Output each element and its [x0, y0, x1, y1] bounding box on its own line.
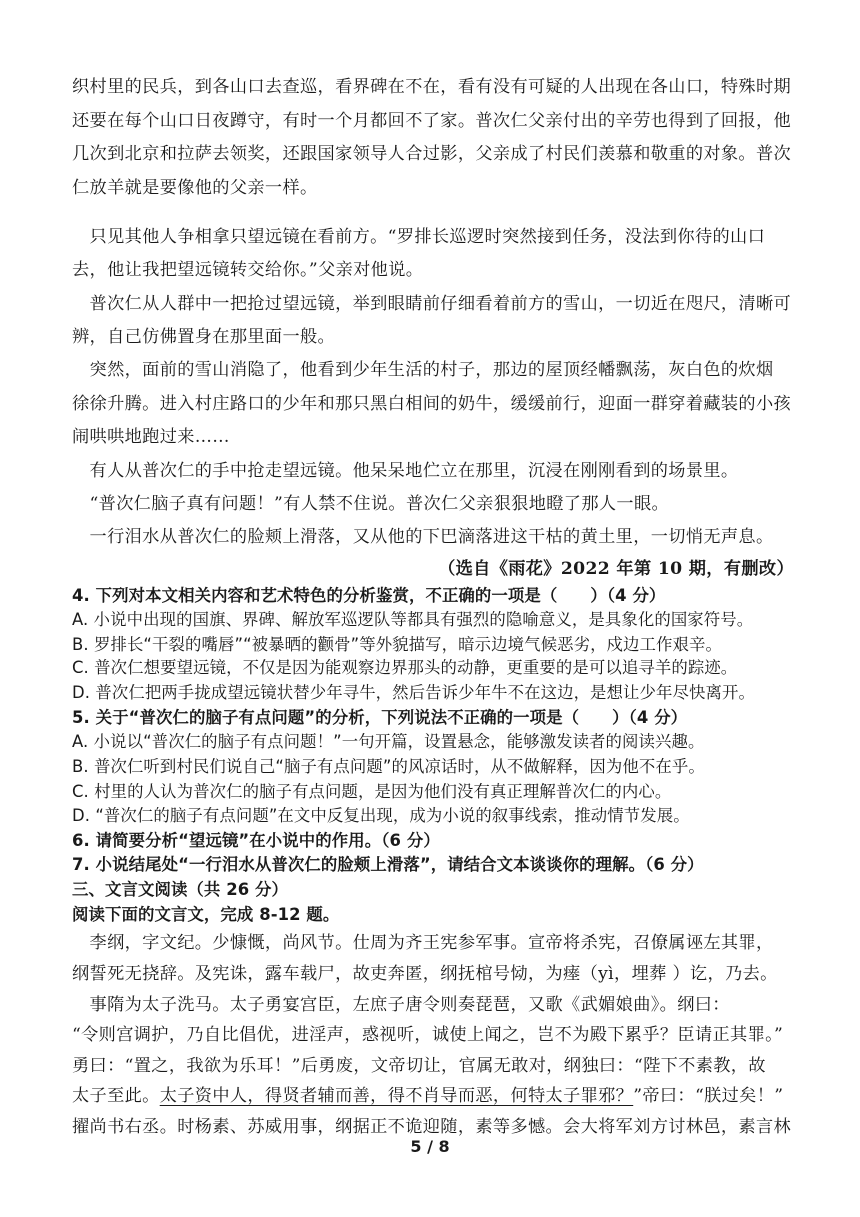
- plain-text: 太子至此。: [72, 1086, 160, 1106]
- classical-line: 勇曰：“置之，我欲为乐耳！”后勇废，文帝切让，官属无敢对，纲独曰：“陛下不素教，故: [72, 1056, 766, 1076]
- question-7: 7. 小说结尾处“一行泪水从普次仁的脸颊上滑落”，请结合文本谈谈你的理解。（6 分）: [72, 855, 704, 874]
- story-line: “普次仁脑子真有问题！”有人禁不住说。普次仁父亲狠狠地瞪了那人一眼。: [72, 494, 670, 514]
- plain-text: ”帝曰：“朕过矣！”: [633, 1086, 784, 1106]
- option-4d: D. 普次仁把两手拢成望远镜状替少年寻牛，然后告诉少年牛不在这边，是想让少年尽快离开。: [72, 683, 755, 702]
- classical-line: 事隋为太子洗马。太子勇宴宫臣，左庶子唐令则奏琵琶，又歌《武媚娘曲》。纲曰：: [72, 995, 730, 1015]
- option-4c: C. 普次仁想要望远镜，不仅是因为能观察边界那头的动静，更重要的是可以追寻羊的踪迹。: [72, 658, 738, 677]
- story-line: 有人从普次仁的手中抢走望远镜。他呆呆地伫立在那里，沉浸在刚刚看到的场景里。: [72, 461, 739, 481]
- classical-line-underlined: [72, 1085, 794, 1107]
- story-line: 还要在每个山口日夜蹲守，有时一个月都回不了家。普次仁父亲付出的辛劳也得到了回报，他: [72, 111, 792, 131]
- classical-line: 纲誓死无挠辞。及宪诛，露车载尸，故吏奔匿，纲抚棺号恸，为瘗（yì，埋葬 ）讫，乃去。: [72, 964, 778, 984]
- option-4b: B. 罗排长“干裂的嘴唇”“被暴晒的颧骨”等外貌描写，暗示边境气候恶劣，戍边工作艰辛。: [72, 635, 722, 654]
- page-number: 5 / 8: [410, 1137, 450, 1156]
- story-line: 去，他让我把望远镜转交给你。”父亲对他说。: [72, 260, 424, 280]
- story-line: 仁放羊就是要像他的父亲一样。: [72, 178, 318, 198]
- story-line: 普次仁从人群中一把抢过望远镜，举到眼睛前仔细看着前方的雪山，一切近在咫尺，清晰可: [72, 294, 792, 314]
- story-line: 织村里的民兵，到各山口去查巡，看界碑在不在，看有没有可疑的人出现在各山口，特殊时期: [72, 77, 792, 97]
- story-line: 只见其他人争相拿只望远镜在看前方。“罗排长巡逻时突然接到任务，没法到你待的山口: [72, 227, 766, 247]
- classical-line: 李纲，字文纪。少慷慨，尚风节。仕周为齐王宪参军事。宣帝将杀宪，召僚属诬左其罪，: [72, 933, 774, 953]
- question-5: 5. 关于“普次仁的脑子有点问题”的分析，下列说法不正确的一项是（ ）（4 分）: [72, 708, 688, 727]
- story-line: 突然，面前的雪山消隐了，他看到少年生活的村子，那边的屋顶经幡飘荡，灰白色的炊烟: [72, 360, 774, 380]
- option-5d: D. “普次仁的脑子有点问题”在文中反复出现，成为小说的叙事线索，推动情节发展。: [72, 806, 690, 825]
- classical-line: 擢尚书右丞。时杨素、苏威用事，纲据正不诡迎随，素等多憾。会大将军刘方讨林邑，素言林: [72, 1117, 792, 1137]
- section-heading: 三、文言文阅读（共 26 分）: [72, 880, 289, 899]
- story-line: 闹哄哄地跑过来……: [72, 427, 230, 447]
- source-citation: （选自《雨花》2022 年第 10 期，有删改）: [438, 559, 794, 579]
- classical-line: “令则宫调护，乃自比倡优，进淫声，惑视听，诚使上闻之，岂不为殿下累乎？臣请正其罪。”: [72, 1025, 784, 1045]
- question-4: 4. 下列对本文相关内容和艺术特色的分析鉴赏，不正确的一项是（ ）（4 分）: [72, 586, 666, 605]
- question-6: 6. 请简要分析“望远镜”在小说中的作用。（6 分）: [72, 831, 440, 850]
- option-5a: A. 小说以“普次仁的脑子有点问题！”一句开篇，设置悬念，能够激发读者的阅读兴趣。: [72, 732, 705, 751]
- story-line: 一行泪水从普次仁的脸颊上滑落，又从他的下巴滴落进这干枯的黄土里，一切悄无声息。: [72, 527, 774, 547]
- story-line: 徐徐升腾。进入村庄路口的少年和那只黑白相间的奶牛，缓缓前行，迎面一群穿着藏装的小孩: [72, 394, 792, 414]
- option-5b: B. 普次仁听到村民们说自己“脑子有点问题”的风凉话时，从不做解释，因为他不在乎。: [72, 757, 705, 776]
- story-line: 几次到北京和拉萨去领奖，还跟国家领导人合过影，父亲成了村民们羡慕和敬重的对象。普次: [72, 144, 792, 164]
- option-4a: A. 小说中出现的国旗、界碑、解放军巡逻队等都具有强烈的隐喻意义，是具象化的国家符号。: [72, 610, 754, 629]
- underlined-sentence: 太子资中人，得贤者辅而善，得不肖导而恶，何特太子罪邪？: [159, 1086, 634, 1106]
- story-line: 辨，自己仿佛置身在那里面一般。: [72, 327, 336, 347]
- section-instruction: 阅读下面的文言文，完成 8-12 题。: [72, 905, 340, 924]
- option-5c: C. 村里的人认为普次仁的脑子有点问题，是因为他们没有真正理解普次仁的内心。: [72, 782, 672, 801]
